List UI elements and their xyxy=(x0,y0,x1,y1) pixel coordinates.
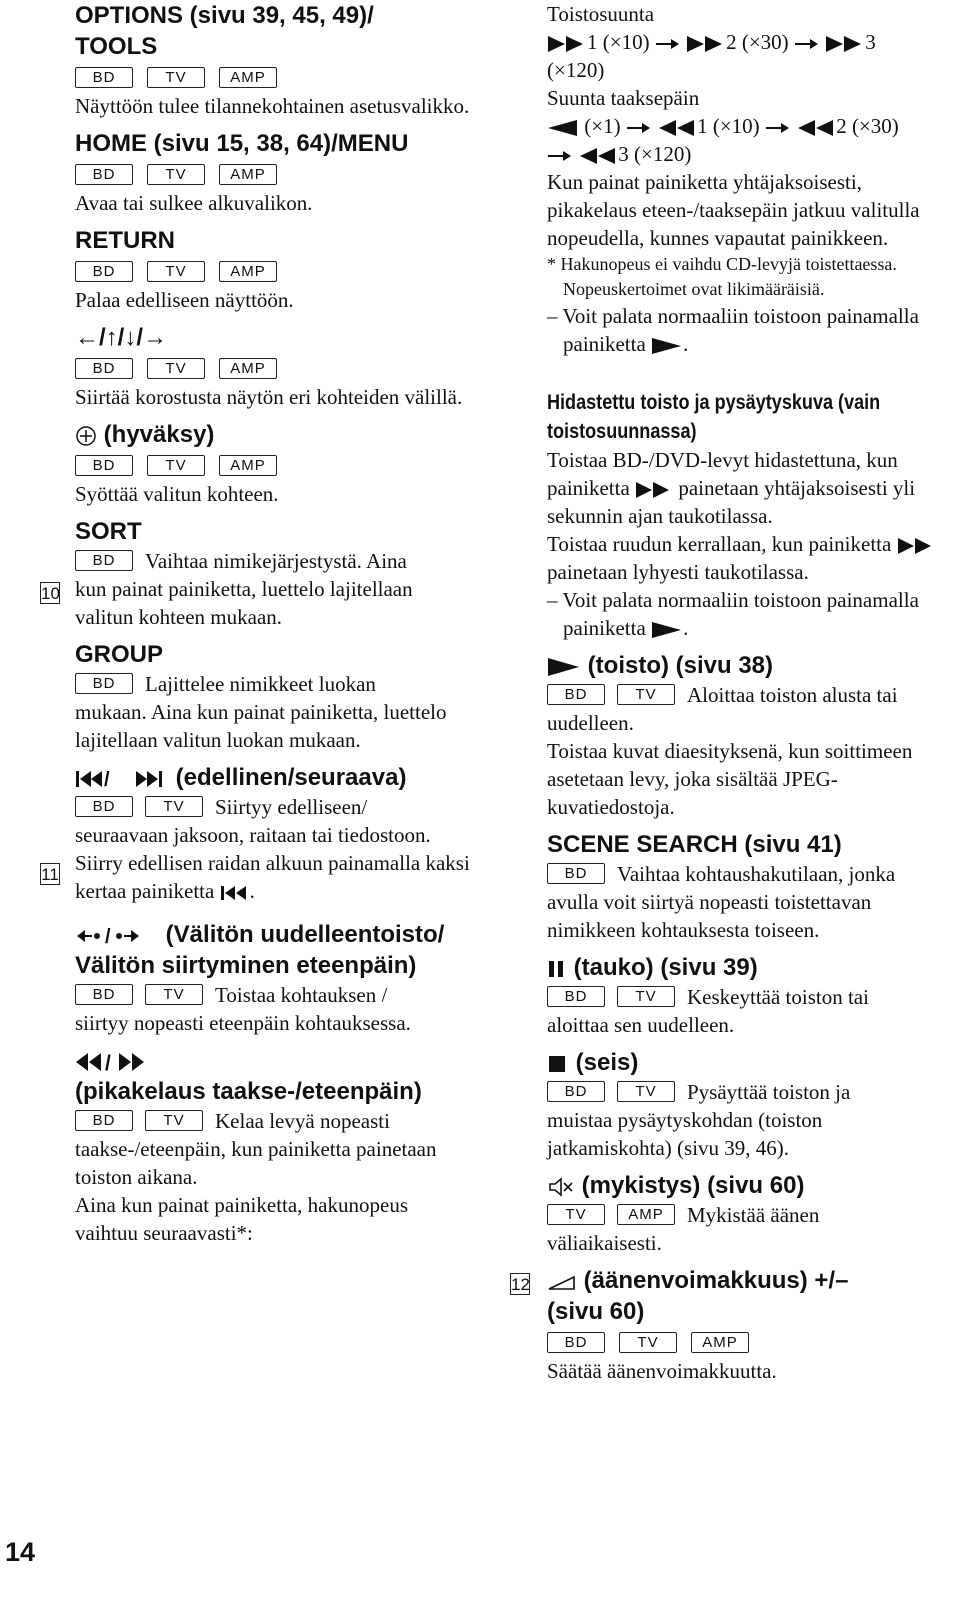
amp-badge: AMP xyxy=(691,1332,749,1353)
tv-badge: TV xyxy=(147,164,205,185)
pause-desc-b: aloittaa sen uudelleen. xyxy=(547,1013,735,1037)
stop-desc-b: muistaa pysäytyskohdan (toiston jatkamiskohta) (sivu 39, 46). xyxy=(547,1108,823,1160)
tv-badge: TV xyxy=(617,986,675,1007)
enter-desc: Syöttää valitun kohteen. xyxy=(75,482,279,506)
stop-icon xyxy=(547,1053,569,1075)
prevnext-desc-a: Siirtyy edelliseen/ xyxy=(215,795,368,819)
page-number: 14 xyxy=(5,1537,36,1567)
play-line xyxy=(547,681,942,709)
tv-badge: TV xyxy=(145,984,203,1005)
note-2: Nopeuskertoimet ovat likimääräisiä. xyxy=(563,279,825,299)
arrows-badges xyxy=(75,354,475,382)
arrow-right-icon xyxy=(626,121,652,135)
reverse-seq-4: 3 (×120) xyxy=(618,142,692,166)
forward-seq-3: 3 xyxy=(865,30,876,54)
tv-badge: TV xyxy=(147,261,205,282)
next-icon xyxy=(135,768,169,790)
amp-badge: AMP xyxy=(219,164,277,185)
forward-seq-2: 2 (×30) xyxy=(726,30,789,54)
replay-desc-a: Toistaa kohtauksen / xyxy=(215,983,388,1007)
play-desc-b: uudelleen. xyxy=(547,711,634,735)
scan-desc-c: Aina kun painat painiketta, hakunopeus vaihtuu seuraavasti*: xyxy=(75,1193,408,1245)
forward-seq xyxy=(547,28,942,56)
forward-seq-4: (×120) xyxy=(547,58,605,82)
bd-badge: BD xyxy=(75,358,133,379)
options-desc: Näyttöön tulee tilannekohtainen asetusvalikko. xyxy=(75,94,470,118)
arrow-right-icon xyxy=(794,37,820,51)
fast-forward-icon xyxy=(635,481,673,499)
enter-heading xyxy=(75,419,475,450)
instant-replay-advance-icon xyxy=(75,925,159,947)
options-badges xyxy=(75,63,475,91)
note-1: * Hakunopeus ei vaihdu CD-levyjä toistettaessa. xyxy=(547,254,897,274)
replay-line xyxy=(75,981,475,1009)
rewind-forward-icon xyxy=(75,1050,175,1074)
scan-line xyxy=(75,1107,475,1135)
section-marker-10: 10 xyxy=(41,584,60,603)
hold-desc: Kun painat painiketta yhtäjaksoisesti, pikakelaus eteen-/taaksepäin jatkuu valitulla nopeudella, kunnes vapautat painikkeen. xyxy=(547,170,920,250)
group-desc-a: Lajittelee nimikkeet luokan xyxy=(145,672,376,696)
arrows-desc: Siirtää korostusta näytön eri kohteiden välillä. xyxy=(75,385,463,409)
replay-title-2: Välitön siirtyminen eteenpäin) xyxy=(75,952,417,979)
bd-badge: BD xyxy=(75,261,133,282)
forward-seq-1: 1 (×10) xyxy=(587,30,650,54)
play-icon xyxy=(547,656,581,678)
play-icon xyxy=(651,337,683,355)
note-3-wrap: – Voit palata normaaliin toistoon painamalla painiketta . xyxy=(547,304,919,356)
options-title-2: TOOLS xyxy=(75,33,158,60)
slow-desc-2b: painetaan lyhyesti taukotilassa. xyxy=(547,560,809,584)
tv-badge: TV xyxy=(547,1204,605,1225)
prevnext-desc-b: seuraavaan jaksoon, raitaan tai tiedostoon. xyxy=(75,823,431,847)
slow-desc-1b: painetaan yhtäjaksoisesti yli sekunnin ajan taukotilassa. xyxy=(547,476,916,528)
rewind-icon xyxy=(578,147,618,165)
replay-desc-b: siirtyy nopeasti eteenpäin kohtauksessa. xyxy=(75,1011,411,1035)
prevnext-desc-c-wrap: Siirry edellisen raidan alkuun painamalla kaksi kertaa painiketta . xyxy=(75,851,470,903)
play-title: (toisto) (sivu 38) xyxy=(587,652,774,679)
scan-desc-a: Kelaa levyä nopeasti xyxy=(215,1109,390,1133)
amp-badge: AMP xyxy=(219,358,277,379)
play-desc-a: Aloittaa toiston alusta tai xyxy=(687,683,898,707)
svg-text:/: / xyxy=(105,1051,111,1074)
sort-desc-b: kun painat painiketta, luettelo lajitellaan valitun kohteen mukaan. xyxy=(75,577,413,629)
bd-badge: BD xyxy=(547,863,605,884)
forward-label: Toistosuunta xyxy=(547,2,655,26)
play-icon xyxy=(651,621,683,639)
reverse-seq-2: 1 (×10) xyxy=(697,114,760,138)
right-column xyxy=(547,0,942,1385)
amp-badge: AMP xyxy=(617,1204,675,1225)
reverse-seq-a xyxy=(547,112,942,140)
scene-line xyxy=(547,860,942,888)
fast-forward-icon xyxy=(897,537,935,555)
vol-title-2: (sivu 60) xyxy=(547,1298,645,1325)
prevnext-heading xyxy=(75,762,475,793)
fast-forward-icon xyxy=(547,35,587,53)
tv-badge: TV xyxy=(617,684,675,705)
pause-line xyxy=(547,983,942,1011)
reverse-seq-1: (×1) xyxy=(584,114,621,138)
bd-badge: BD xyxy=(75,455,133,476)
bd-badge: BD xyxy=(75,67,133,88)
stop-heading xyxy=(547,1047,942,1078)
section-marker-12: 12 xyxy=(511,1275,530,1294)
bd-badge: BD xyxy=(75,1110,133,1131)
options-title-1: OPTIONS (sivu 39, 45, 49)/ xyxy=(75,2,374,29)
bd-badge: BD xyxy=(547,986,605,1007)
tv-badge: TV xyxy=(619,1332,677,1353)
mute-title: (mykistys) (sivu 60) xyxy=(581,1172,805,1199)
amp-badge: AMP xyxy=(219,67,277,88)
scene-desc-b: avulla voit siirtyä nopeasti toistettavan nimikkeen kohtauksesta toiseen. xyxy=(547,890,872,942)
play-desc-c: Toistaa kuvat diaesityksenä, kun soittimeen asetetaan levy, joka sisältää JPEG-kuvatiedostoja. xyxy=(547,739,913,819)
bd-badge: BD xyxy=(75,550,133,571)
slow-desc-2: Toistaa ruudun kerrallaan, kun painiketta xyxy=(547,532,892,556)
svg-text:/: / xyxy=(105,925,111,947)
fast-forward-icon xyxy=(686,35,726,53)
bd-badge: BD xyxy=(547,1332,605,1353)
rewind-icon xyxy=(657,119,697,137)
stop-desc-a: Pysäyttää toiston ja xyxy=(687,1080,851,1104)
return-badges xyxy=(75,257,475,285)
reverse-seq-3: 2 (×30) xyxy=(836,114,899,138)
home-title: HOME (sivu 15, 38, 64)/MENU xyxy=(75,130,409,157)
replay-title-1: (Välitön uudelleentoisto/ xyxy=(165,921,445,948)
bd-badge: BD xyxy=(75,796,133,817)
slow-desc-2-wrap xyxy=(547,530,942,586)
arrow-right-icon xyxy=(655,37,681,51)
pause-icon xyxy=(547,958,567,980)
vol-badges xyxy=(547,1328,942,1356)
svg-text:/: / xyxy=(104,768,110,790)
slow-desc-3: – Voit palata normaaliin toistoon painamalla painiketta xyxy=(547,588,919,640)
sort-line xyxy=(75,547,475,575)
prevnext-title: (edellinen/seuraava) xyxy=(175,764,407,791)
replay-heading xyxy=(75,919,475,950)
mute-icon xyxy=(547,1176,575,1198)
amp-badge: AMP xyxy=(219,261,277,282)
play-heading xyxy=(547,650,942,681)
group-desc-b: mukaan. Aina kun painat painiketta, luettelo lajitellaan valitun luokan mukaan. xyxy=(75,700,447,752)
left-column xyxy=(75,0,475,1247)
slow-desc-1-wrap xyxy=(547,446,942,530)
tv-badge: TV xyxy=(617,1081,675,1102)
fast-forward-icon xyxy=(825,35,865,53)
slow-title xyxy=(547,388,943,446)
mute-line xyxy=(547,1201,942,1229)
bd-badge: BD xyxy=(75,164,133,185)
tv-badge: TV xyxy=(145,796,203,817)
scan-desc-b: taakse-/eteenpäin, kun painiketta painetaan toiston aikana. xyxy=(75,1137,437,1189)
vol-heading xyxy=(547,1265,942,1296)
bd-badge: BD xyxy=(75,673,133,694)
return-title: RETURN xyxy=(75,227,175,254)
rewind-icon xyxy=(796,119,836,137)
amp-badge: AMP xyxy=(219,455,277,476)
tv-badge: TV xyxy=(147,358,205,379)
scan-icon-line xyxy=(75,1045,475,1076)
bd-badge: BD xyxy=(547,1081,605,1102)
prev-next-icon xyxy=(75,768,135,790)
pause-heading xyxy=(547,952,942,983)
tv-badge: TV xyxy=(147,455,205,476)
pause-title: (tauko) (sivu 39) xyxy=(573,954,758,981)
group-line xyxy=(75,670,475,698)
arrows-title: ←/↑/↓/→ xyxy=(75,324,168,351)
sort-title: SORT xyxy=(75,518,142,545)
stop-line xyxy=(547,1078,942,1106)
mute-heading xyxy=(547,1170,942,1201)
slow-desc-3-wrap: – Voit palata normaaliin toistoon painamalla painiketta . xyxy=(547,588,919,640)
bd-badge: BD xyxy=(547,684,605,705)
mute-desc-b: väliaikaisesti. xyxy=(547,1231,662,1255)
mute-desc-a: Mykistää äänen xyxy=(687,1203,820,1227)
prevnext-desc-c: Siirry edellisen raidan alkuun painamalla kaksi kertaa painiketta xyxy=(75,851,470,903)
tv-badge: TV xyxy=(147,67,205,88)
pause-desc-a: Keskeyttää toiston tai xyxy=(687,985,869,1009)
home-desc: Avaa tai sulkee alkuvalikon. xyxy=(75,191,313,215)
slow-title-text: Hidastettu toisto ja pysäytyskuva (vain toistosuunnassa) xyxy=(547,391,881,443)
group-title: GROUP xyxy=(75,641,164,668)
reverse-seq-b xyxy=(547,140,942,168)
arrow-right-icon xyxy=(547,149,573,163)
prev-icon xyxy=(220,884,250,902)
prevnext-line xyxy=(75,793,475,821)
vol-desc: Säätää äänenvoimakkuutta. xyxy=(547,1359,777,1383)
rewind-single-icon xyxy=(547,119,579,137)
arrow-right-icon xyxy=(765,121,791,135)
sort-desc-a: Vaihtaa nimikejärjestystä. Aina xyxy=(145,549,407,573)
scene-desc-a: Vaihtaa kohtaushakutilaan, jonka xyxy=(617,862,896,886)
vol-title-1: (äänenvoimakkuus) +/– xyxy=(583,1267,849,1294)
scene-title: SCENE SEARCH (sivu 41) xyxy=(547,831,842,858)
return-desc: Palaa edelliseen näyttöön. xyxy=(75,288,294,312)
home-badges xyxy=(75,160,475,188)
stop-title: (seis) xyxy=(575,1049,639,1076)
enter-circle-plus-icon xyxy=(75,425,97,447)
note-3: – Voit palata normaaliin toistoon painamalla painiketta xyxy=(547,304,919,356)
reverse-label: Suunta taaksepäin xyxy=(547,86,700,110)
tv-badge: TV xyxy=(145,1110,203,1131)
enter-badges xyxy=(75,451,475,479)
slow-desc-1: Toistaa BD-/DVD-levyt hidastettuna, kun painiketta xyxy=(547,448,898,500)
section-marker-11: 11 xyxy=(41,865,59,884)
volume-icon xyxy=(547,1271,577,1293)
scan-title: (pikakelaus taakse-/eteenpäin) xyxy=(75,1078,422,1105)
enter-title: (hyväksy) xyxy=(103,421,215,448)
bd-badge: BD xyxy=(75,984,133,1005)
